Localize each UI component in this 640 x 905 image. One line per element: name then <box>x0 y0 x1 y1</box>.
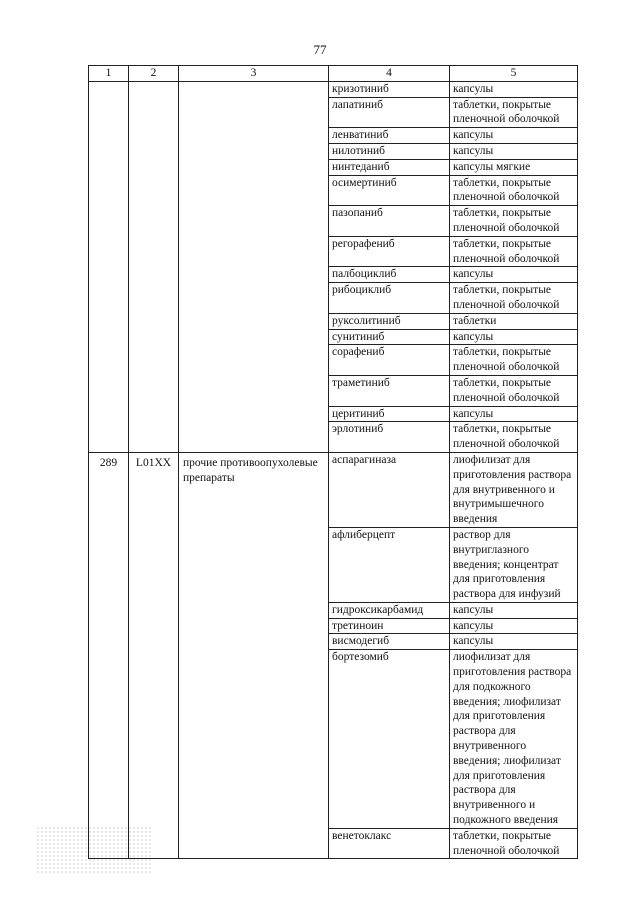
drug-table <box>88 65 578 859</box>
drug-name: висмодегиб <box>329 634 450 650</box>
dosage-form: капсулы <box>450 81 578 97</box>
empty-cell-1 <box>89 81 129 452</box>
drug-name: траметиниб <box>329 375 450 406</box>
col-header-2: 2 <box>129 66 179 82</box>
empty-cell-2 <box>129 81 179 452</box>
dosage-form: таблетки, покрытые пленочной оболочкой <box>450 175 578 206</box>
drug-name: лапатиниб <box>329 97 450 128</box>
drug-name: руксолитиниб <box>329 313 450 329</box>
header-row <box>89 66 578 82</box>
group-name: прочие противоопухолевые препараты <box>179 452 329 859</box>
dosage-form: капсулы <box>450 618 578 634</box>
dosage-form: капсулы <box>450 143 578 159</box>
dosage-form: лиофилизат для приготовления раствора для внутривенного и внутримышечного введения <box>450 452 578 527</box>
table-row <box>89 81 578 97</box>
dosage-form: таблетки <box>450 313 578 329</box>
drug-name: венетоклакс <box>329 828 450 859</box>
group-code: L01XX <box>129 452 179 859</box>
dosage-form: таблетки, покрытые пленочной оболочкой <box>450 375 578 406</box>
drug-name: церитиниб <box>329 406 450 422</box>
drug-name: гидроксикарбамид <box>329 602 450 618</box>
dosage-form: таблетки, покрытые пленочной оболочкой <box>450 206 578 237</box>
dosage-form: капсулы <box>450 634 578 650</box>
drug-name: ленватиниб <box>329 128 450 144</box>
drug-name: палбоциклиб <box>329 267 450 283</box>
dosage-form: таблетки, покрытые пленочной оболочкой <box>450 236 578 267</box>
drug-name: эрлотиниб <box>329 422 450 453</box>
dosage-form: таблетки, покрытые пленочной оболочкой <box>450 422 578 453</box>
drug-name: третиноин <box>329 618 450 634</box>
col-header-3: 3 <box>179 66 329 82</box>
dosage-form: лиофилизат для приготовления раствора для подкожного введения; лиофилизат для приготовления раствора для внутривенного введения; лиофилизат для приготовления раствора для внутривенного и подкожного введения <box>450 650 578 829</box>
drug-name: регорафениб <box>329 236 450 267</box>
drug-name: сорафениб <box>329 345 450 376</box>
drug-name: осимертиниб <box>329 175 450 206</box>
drug-name: бортезомиб <box>329 650 450 829</box>
dosage-form: капсулы <box>450 267 578 283</box>
dosage-form: раствор для внутриглазного введения; концентрат для приготовления раствора для инфузий <box>450 527 578 602</box>
page-number: 77 <box>313 42 327 57</box>
col-header-4: 4 <box>329 66 450 82</box>
dosage-form: таблетки, покрытые пленочной оболочкой <box>450 97 578 128</box>
drug-name: кризотиниб <box>329 81 450 97</box>
empty-cell-3 <box>179 81 329 452</box>
scan-noise <box>36 826 151 874</box>
col-header-5: 5 <box>450 66 578 82</box>
dosage-form: капсулы <box>450 406 578 422</box>
drug-name: аспарагиназа <box>329 452 450 527</box>
dosage-form: таблетки, покрытые пленочной оболочкой <box>450 828 578 859</box>
table-row <box>89 452 578 527</box>
group-number: 289 <box>89 452 129 859</box>
dosage-form: капсулы мягкие <box>450 159 578 175</box>
dosage-form: капсулы <box>450 329 578 345</box>
drug-name: пазопаниб <box>329 206 450 237</box>
drug-name: нилотиниб <box>329 143 450 159</box>
dosage-form: капсулы <box>450 128 578 144</box>
drug-name: рибоциклиб <box>329 283 450 314</box>
dosage-form: капсулы <box>450 602 578 618</box>
dosage-form: таблетки, покрытые пленочной оболочкой <box>450 283 578 314</box>
drug-name: нинтеданиб <box>329 159 450 175</box>
col-header-1: 1 <box>89 66 129 82</box>
drug-name: афлиберцепт <box>329 527 450 602</box>
drug-name: сунитиниб <box>329 329 450 345</box>
dosage-form: таблетки, покрытые пленочной оболочкой <box>450 345 578 376</box>
